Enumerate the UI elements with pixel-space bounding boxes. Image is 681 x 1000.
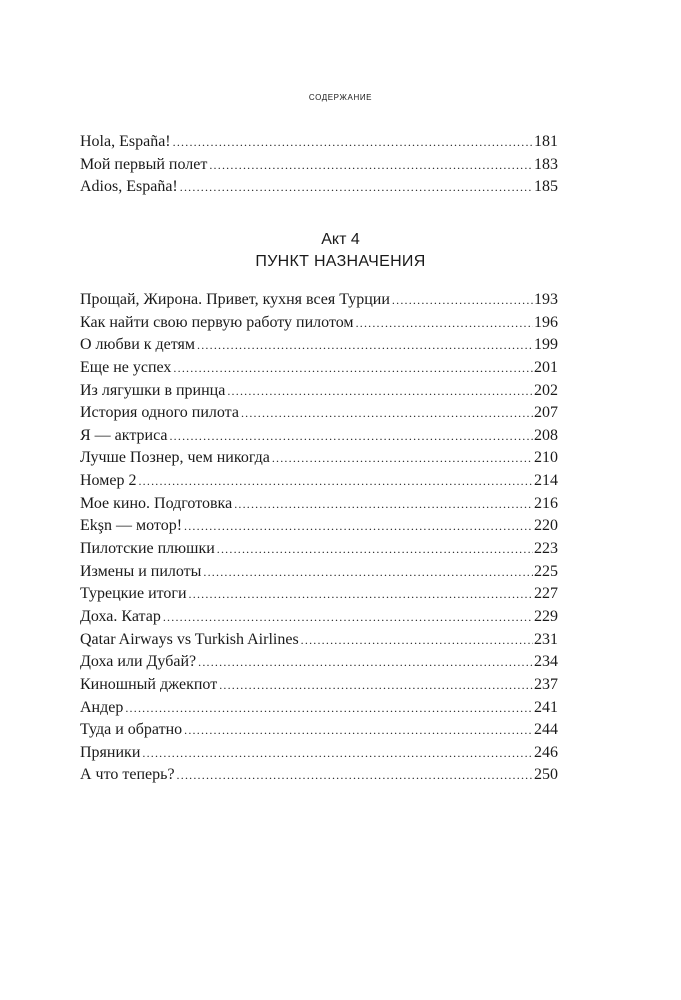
toc-entry-title: Номер 2 [80, 472, 137, 490]
toc-entry [80, 674, 558, 697]
toc-entry-page: 183 [534, 155, 558, 173]
toc-leader-dots [125, 697, 533, 719]
toc-entry-title: Adios, España! [80, 178, 178, 196]
toc-leader-dots [163, 606, 533, 628]
toc-entry-page: 244 [534, 721, 558, 739]
toc-entry [80, 719, 558, 742]
toc-leader-dots [169, 425, 533, 447]
toc-entry-title: Как найти свою первую работу пилотом [80, 313, 354, 331]
toc-entry [80, 606, 558, 629]
toc-entry-page: 185 [534, 178, 558, 196]
toc-main-list [80, 289, 558, 787]
toc-entry-page: 241 [534, 698, 558, 716]
toc-entry [80, 493, 558, 516]
toc-entry [80, 470, 558, 493]
toc-entry [80, 447, 558, 470]
toc-entry-page: 193 [534, 291, 558, 308]
running-head [0, 91, 681, 103]
toc-leader-dots [173, 131, 533, 153]
toc-entry [80, 515, 558, 538]
toc-entry-page: 237 [534, 675, 558, 693]
toc-leader-dots [142, 742, 533, 764]
toc-top-list [80, 131, 558, 199]
toc-entry-page: 207 [534, 404, 558, 422]
toc-entry-page: 196 [534, 313, 558, 331]
toc-leader-dots [197, 334, 533, 356]
toc-entry-title: История одного пилота [80, 404, 239, 422]
toc-entry-page: 181 [534, 133, 558, 150]
toc-entry-title: Доха или Дубай? [80, 653, 197, 671]
toc-entry-page: 246 [534, 743, 558, 761]
toc-entry [80, 629, 558, 652]
toc-entry [80, 697, 558, 720]
toc-entry [80, 357, 558, 380]
toc-leader-dots [241, 402, 533, 424]
toc-entry-page: 202 [534, 381, 558, 399]
toc-leader-dots [198, 651, 533, 673]
act-title: ПУНКТ НАЗНАЧЕНИЯ [255, 253, 426, 270]
toc-entry [80, 425, 558, 448]
toc-entry-title: Пилотские плюшки [80, 540, 215, 558]
toc-entry-page: 220 [534, 517, 558, 535]
toc-entry [80, 742, 558, 765]
toc-leader-dots [272, 447, 533, 469]
toc-leader-dots [203, 561, 533, 583]
toc-entry-title: Еще не успех [80, 358, 172, 376]
toc-entry-title: Турецкие итоги [80, 585, 187, 603]
toc-entry-title: Прощай, Жирона. Привет, кухня всея Турции [80, 291, 390, 308]
toc-entry-title: Qatar Airways vs Turkish Airlines [80, 630, 299, 648]
act-heading [0, 229, 681, 273]
toc-entry-page: 229 [534, 607, 558, 625]
toc-entry-title: Доха. Катар [80, 607, 161, 625]
toc-entry [80, 334, 558, 357]
toc-entry-page: 250 [534, 766, 558, 784]
toc-entry [80, 764, 558, 787]
toc-entry-page: 227 [534, 585, 558, 603]
toc-entry [80, 154, 558, 177]
running-head-text: содержание [308, 91, 373, 103]
toc-leader-dots [219, 674, 533, 696]
toc-entry-title: А что теперь? [80, 766, 175, 784]
toc-leader-dots [184, 515, 533, 537]
toc-leader-dots [138, 470, 533, 492]
toc-entry-title: Мое кино. Подготовка [80, 494, 233, 512]
toc-entry-title: Лучше Познер, чем никогда [80, 449, 270, 467]
toc-entry-page: 234 [534, 653, 558, 671]
toc-entry-title: Андер [80, 698, 124, 716]
toc-entry-page: 214 [534, 472, 558, 490]
toc-leader-dots [301, 629, 533, 651]
toc-leader-dots [173, 357, 533, 379]
toc-entry-title: О любви к детям [80, 336, 196, 354]
toc-entry-title: Киношный джекпот [80, 675, 218, 693]
toc-entry [80, 538, 558, 561]
toc-entry-page: 216 [534, 494, 558, 512]
toc-entry [80, 651, 558, 674]
toc-entry-title: Измены и пилоты [80, 562, 202, 580]
toc-leader-dots [356, 312, 533, 334]
toc-leader-dots [217, 538, 533, 560]
toc-entry-title: Мой первый полет [80, 155, 208, 173]
toc-leader-dots [392, 289, 533, 311]
toc-entry-title: Пряники [80, 743, 141, 761]
toc-entry-page: 223 [534, 540, 558, 558]
toc-entry-page: 199 [534, 336, 558, 354]
toc-leader-dots [189, 583, 533, 605]
toc-leader-dots [234, 493, 533, 515]
toc-leader-dots [184, 719, 533, 741]
toc-entry-title: Я — актриса [80, 426, 168, 444]
toc-entry-title: Hola, España! [80, 133, 171, 150]
toc-entry-page: 201 [534, 358, 558, 376]
toc-entry-page: 210 [534, 449, 558, 467]
toc-entry-title: Туда и обратно [80, 721, 183, 739]
toc-entry [80, 131, 558, 154]
toc-entry [80, 402, 558, 425]
toc-entry-page: 208 [534, 426, 558, 444]
toc-entry [80, 380, 558, 403]
toc-entry [80, 583, 558, 606]
toc-entry [80, 289, 558, 312]
toc-leader-dots [180, 176, 533, 198]
toc-leader-dots [177, 764, 533, 786]
toc-entry-title: Из лягушки в принца [80, 381, 226, 399]
toc-entry-page: 231 [534, 630, 558, 648]
toc-leader-dots [209, 154, 533, 176]
toc-entry [80, 176, 558, 199]
toc-entry-title: Ekşn — мотор! [80, 517, 183, 535]
toc-entry [80, 312, 558, 335]
toc-entry [80, 561, 558, 584]
act-label: Акт 4 [321, 231, 360, 248]
toc-entry-page: 225 [534, 562, 558, 580]
toc-leader-dots [227, 380, 533, 402]
